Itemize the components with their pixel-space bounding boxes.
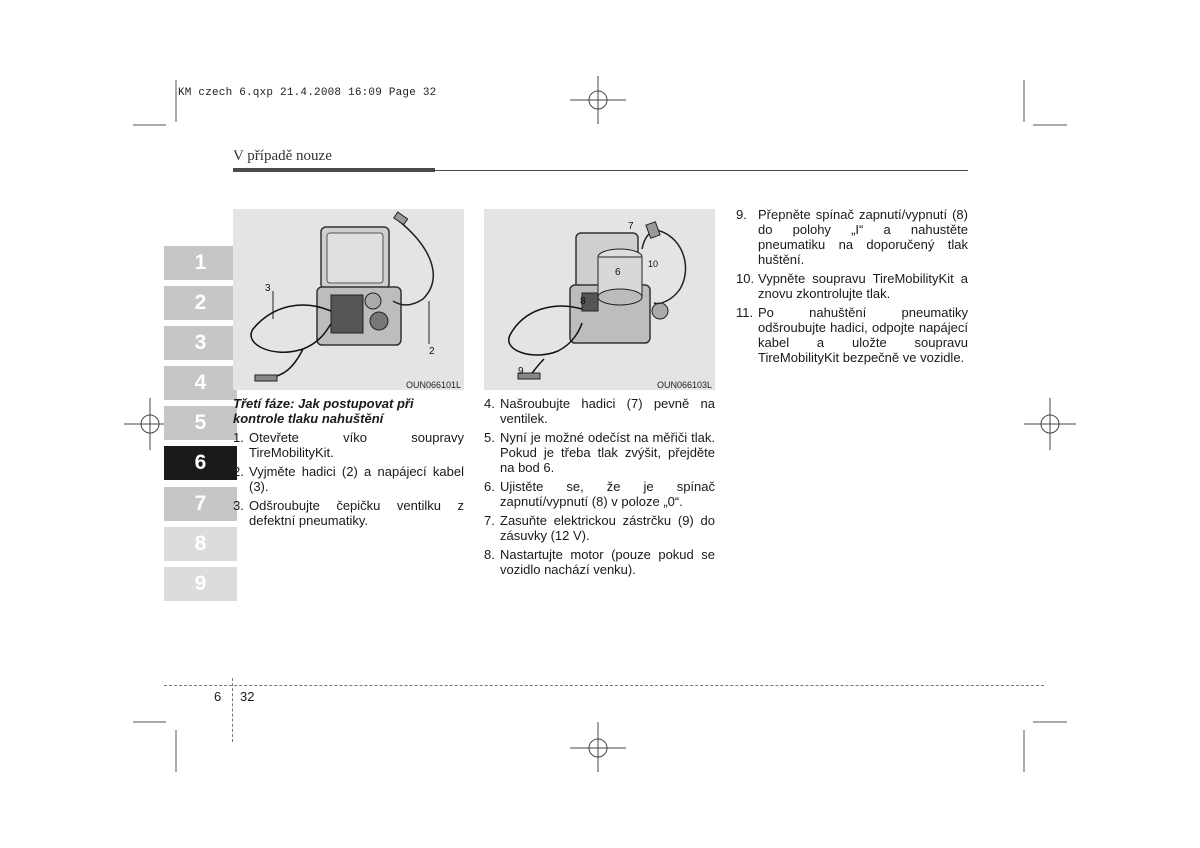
steps-list-3 (736, 207, 968, 365)
footer-rule (164, 685, 1044, 686)
header-rule-thick (233, 168, 435, 172)
chapter-tab-9[interactable]: 9 (164, 567, 237, 601)
chapter-tab-5[interactable]: 5 (164, 406, 237, 440)
footer-chapter-number: 6 (214, 689, 222, 704)
list-item: 2. Vyjměte hadici (2) a napájecí kabel (3). (233, 464, 464, 494)
list-item: 10. Vypněte soupravu TireMobilityKit a znovu zkontrolujte tlak. (736, 271, 968, 301)
chapter-tab-3[interactable]: 3 (164, 326, 237, 360)
chapter-tab-7[interactable]: 7 (164, 487, 237, 521)
callout-9: 9 (518, 366, 524, 377)
callout-2: 2 (429, 346, 435, 357)
list-item: 9. Přepněte spínač zapnutí/vypnutí (8) do polohy „I“ a nahustěte pneumatiku na doporučený tlak huštění. (736, 207, 968, 267)
figure-tire-kit-compressor (484, 209, 715, 390)
footer-divider (232, 678, 233, 742)
figure-code: OUN066101L (405, 380, 461, 390)
list-item: 8. Nastartujte motor (pouze pokud se vozidlo nachází venku). (484, 547, 715, 577)
print-slug: KM czech 6.qxp 21.4.2008 16:09 Page 32 (178, 87, 437, 99)
registration-mark-right (1020, 394, 1080, 454)
column-3 (736, 207, 968, 369)
list-item: 6. Ujistěte se, že je spínač zapnutí/vypnutí (8) v poloze „0“. (484, 479, 715, 509)
registration-mark-bottom (568, 718, 628, 778)
list-item: 11. Po nahuštění pneumatiky odšroubujte hadici, odpojte napájecí kabel a uložte soupravu TireMobilityKit bezpečně ve vozidle. (736, 305, 968, 365)
list-item: 7. Zasuňte elektrickou zástrčku (9) do zásuvky (12 V). (484, 513, 715, 543)
procedure-heading: Třetí fáze: Jak postupovat při kontrole tlaku nahuštění (233, 396, 414, 426)
callout-8: 8 (580, 296, 586, 307)
chapter-tab-1[interactable]: 1 (164, 246, 237, 280)
footer-page-number: 32 (240, 689, 255, 704)
list-item: 3. Odšroubujte čepičku ventilku z defektní pneumatiky. (233, 498, 464, 528)
section-title: V případě nouze (233, 148, 332, 164)
chapter-tab-8[interactable]: 8 (164, 527, 237, 561)
header-rule-thin (435, 170, 968, 171)
figure-tire-kit-open (233, 209, 464, 390)
chapter-tab-4[interactable]: 4 (164, 366, 237, 400)
chapter-tab-2[interactable]: 2 (164, 286, 237, 320)
steps-list-1 (233, 430, 464, 528)
list-item: 1. Otevřete víko soupravy TireMobilityKit. (233, 430, 464, 460)
callout-7: 7 (628, 221, 634, 232)
column-2 (484, 396, 715, 581)
compressor-illustration (484, 209, 715, 390)
list-item: 5. Nyní je možné odečíst na měřiči tlak. Pokud je třeba tlak zvýšit, přejděte na bod 6. (484, 430, 715, 475)
registration-mark-top (568, 72, 628, 132)
callout-10: 10 (648, 259, 659, 269)
column-1 (233, 396, 464, 532)
chapter-tab-6[interactable]: 6 (164, 446, 237, 480)
callout-6: 6 (615, 267, 621, 278)
list-item: 4. Našroubujte hadici (7) pevně na ventilek. (484, 396, 715, 426)
tire-kit-illustration (233, 209, 464, 390)
figure-code: OUN066103L (656, 380, 712, 390)
callout-3: 3 (265, 283, 271, 294)
steps-list-2 (484, 396, 715, 577)
